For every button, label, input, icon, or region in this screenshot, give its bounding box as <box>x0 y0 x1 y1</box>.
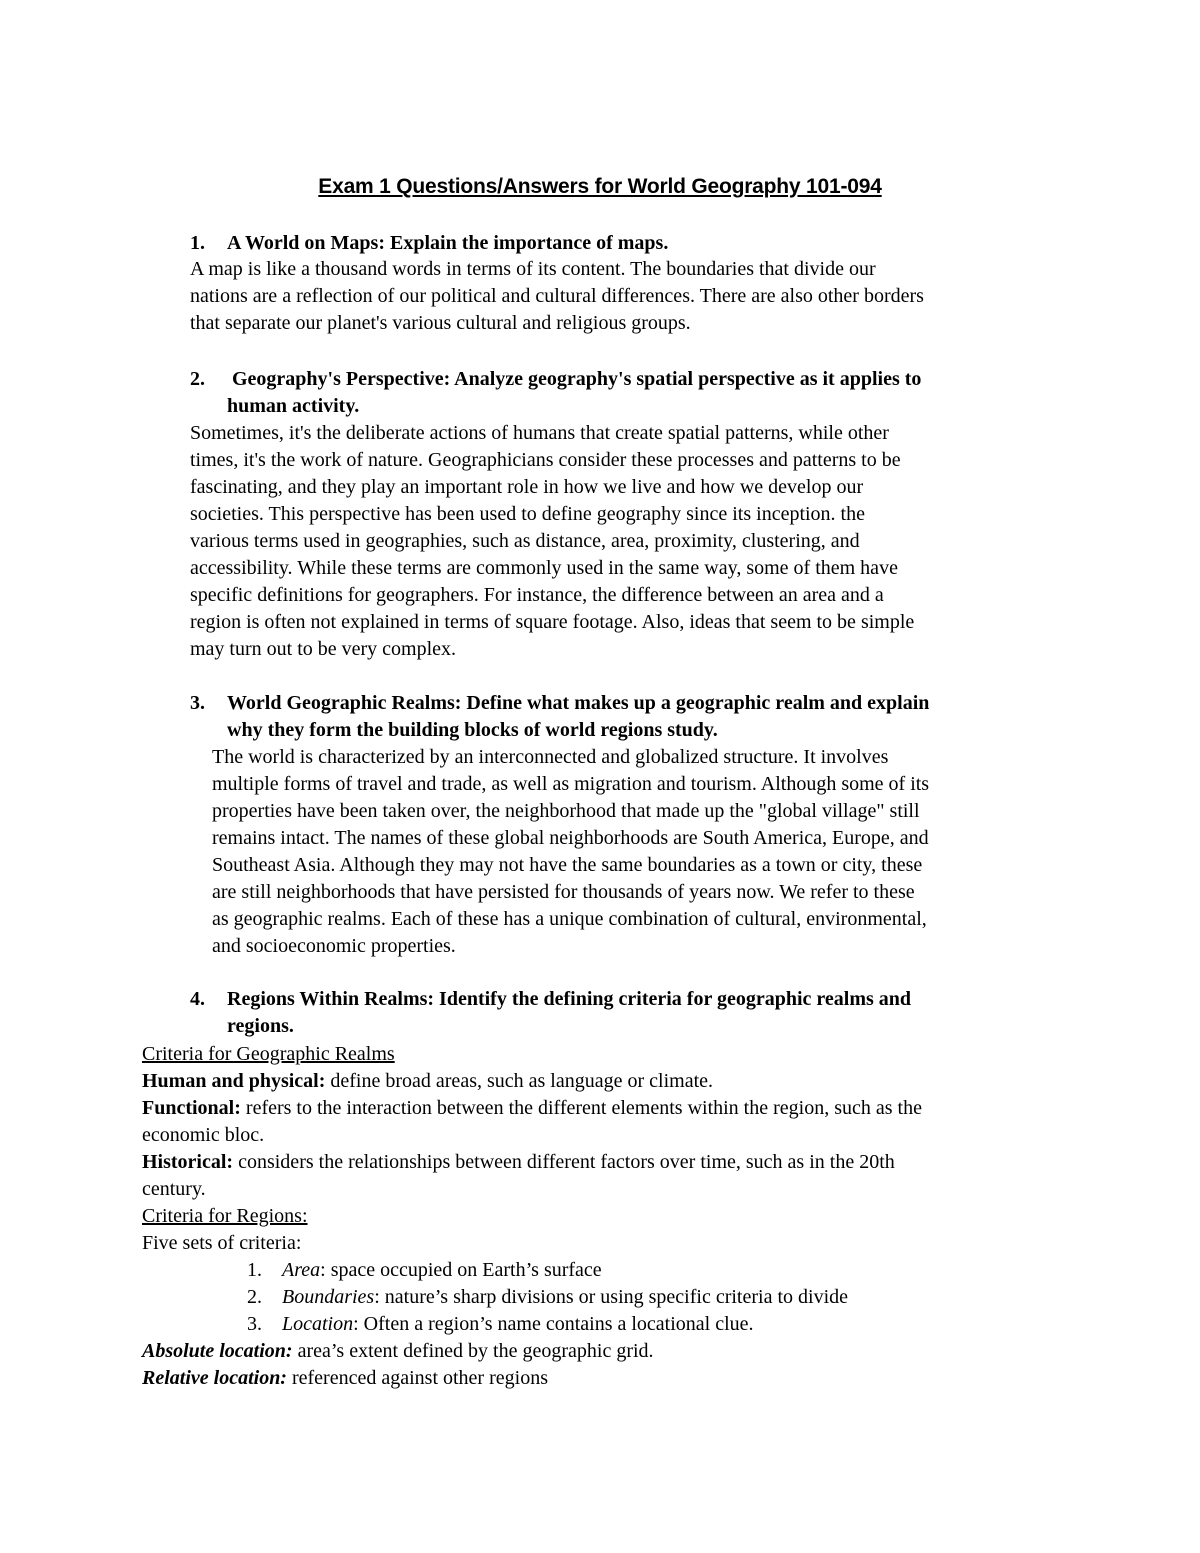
question-number: 1. <box>190 232 205 254</box>
question-number: 2. <box>190 368 205 390</box>
answer-line: remains intact. The names of these global neighborhoods are South America, Europe, and <box>212 827 929 849</box>
answer-4 <box>142 1041 922 1392</box>
definition-desc: referenced against other regions <box>286 1367 548 1389</box>
answer-line: nations are a reflection of our political and cultural differences. There are also other borders <box>190 285 924 307</box>
answer-line: properties have been taken over, the neighborhood that made up the "global village" still <box>212 800 920 822</box>
list-term: Location <box>282 1313 354 1335</box>
question-number: 3. <box>190 692 205 714</box>
question-text: human activity. <box>227 395 360 417</box>
answer-line: times, it's the work of nature. Geographicians consider these processes and patterns to be <box>190 449 901 471</box>
region-criteria-intro: Five sets of criteria: <box>142 1232 302 1254</box>
criterion-desc: considers the relationships between different factors over time, such as in the 20th <box>233 1151 895 1173</box>
question-text: Geography's Perspective: Analyze geography's spatial perspective as it applies to <box>232 368 922 390</box>
answer-2 <box>190 420 914 663</box>
answer-line: may turn out to be very complex. <box>190 638 457 660</box>
list-item <box>247 1257 922 1284</box>
answer-line: region is often not explained in terms of square footage. Also, ideas that seem to be simple <box>190 611 915 633</box>
definition-term: Absolute location: <box>142 1340 293 1362</box>
criterion-desc-continued: century. <box>142 1178 206 1200</box>
list-desc: : space occupied on Earth’s surface <box>320 1259 602 1281</box>
list-desc: : Often a region’s name contains a locational clue. <box>353 1313 754 1335</box>
relative-location-def <box>142 1365 922 1392</box>
question-1 <box>190 230 668 257</box>
answer-line: The world is characterized by an interconnected and globalized structure. It involves <box>212 746 889 768</box>
absolute-location-def <box>142 1338 922 1365</box>
answer-line: multiple forms of travel and trade, as well as migration and tourism. Although some of its <box>212 773 930 795</box>
question-2 <box>190 366 921 420</box>
list-item <box>247 1284 922 1311</box>
definition-term: Relative location: <box>142 1367 287 1389</box>
answer-line: accessibility. While these terms are commonly used in the same way, some of them have <box>190 557 898 579</box>
answer-line: fascinating, and they play an important role in how we live and how we develop our <box>190 476 864 498</box>
criterion-historical <box>142 1149 922 1176</box>
answer-line: and socioeconomic properties. <box>212 935 456 957</box>
answer-line: as geographic realms. Each of these has a unique combination of cultural, environmental, <box>212 908 927 930</box>
answer-line: specific definitions for geographers. For instance, the difference between an area and a <box>190 584 884 606</box>
criterion-functional <box>142 1095 922 1122</box>
answer-line: A map is like a thousand words in terms of its content. The boundaries that divide our <box>190 258 876 280</box>
question-text: World Geographic Realms: Define what makes up a geographic realm and explain <box>227 692 930 714</box>
definition-desc: area’s extent defined by the geographic grid. <box>292 1340 654 1362</box>
criterion-term: Human and physical: <box>142 1070 326 1092</box>
criterion-desc-continued: economic bloc. <box>142 1124 265 1146</box>
question-3 <box>190 690 929 744</box>
list-number: 2. <box>247 1286 262 1308</box>
realm-criteria-heading: Criteria for Geographic Realms <box>142 1043 395 1065</box>
question-number: 4. <box>190 988 205 1010</box>
answer-line: are still neighborhoods that have persisted for thousands of years now. We refer to these <box>212 881 915 903</box>
region-criteria-heading: Criteria for Regions: <box>142 1205 308 1227</box>
criterion-human-physical <box>142 1068 922 1095</box>
answer-line: various terms used in geographies, such as distance, area, proximity, clustering, and <box>190 530 860 552</box>
answer-line: societies. This perspective has been used to define geography since its inception. the <box>190 503 865 525</box>
criterion-term: Functional: <box>142 1097 241 1119</box>
list-term: Boundaries <box>282 1286 375 1308</box>
list-desc: : nature’s sharp divisions or using specific criteria to divide <box>374 1286 848 1308</box>
answer-1 <box>190 256 924 337</box>
question-4 <box>190 986 911 1040</box>
question-text: A World on Maps: Explain the importance of maps. <box>227 232 669 254</box>
criterion-term: Historical: <box>142 1151 234 1173</box>
question-text: why they form the building blocks of world regions study. <box>227 719 718 741</box>
page-title: Exam 1 Questions/Answers for World Geography 101-094 <box>318 175 882 198</box>
question-text: Regions Within Realms: Identify the defining criteria for geographic realms and <box>227 988 912 1010</box>
list-number: 3. <box>247 1313 262 1335</box>
answer-line: that separate our planet's various cultural and religious groups. <box>190 312 691 334</box>
list-number: 1. <box>247 1259 262 1281</box>
answer-3 <box>212 744 929 960</box>
list-term: Area <box>282 1259 321 1281</box>
list-item <box>247 1311 922 1338</box>
criterion-desc: refers to the interaction between the different elements within the region, such as the <box>240 1097 922 1119</box>
question-text: regions. <box>227 1015 294 1037</box>
answer-line: Sometimes, it's the deliberate actions of humans that create spatial patterns, while other <box>190 422 889 444</box>
criterion-desc: define broad areas, such as language or climate. <box>325 1070 713 1092</box>
answer-line: Southeast Asia. Although they may not have the same boundaries as a town or city, these <box>212 854 923 876</box>
